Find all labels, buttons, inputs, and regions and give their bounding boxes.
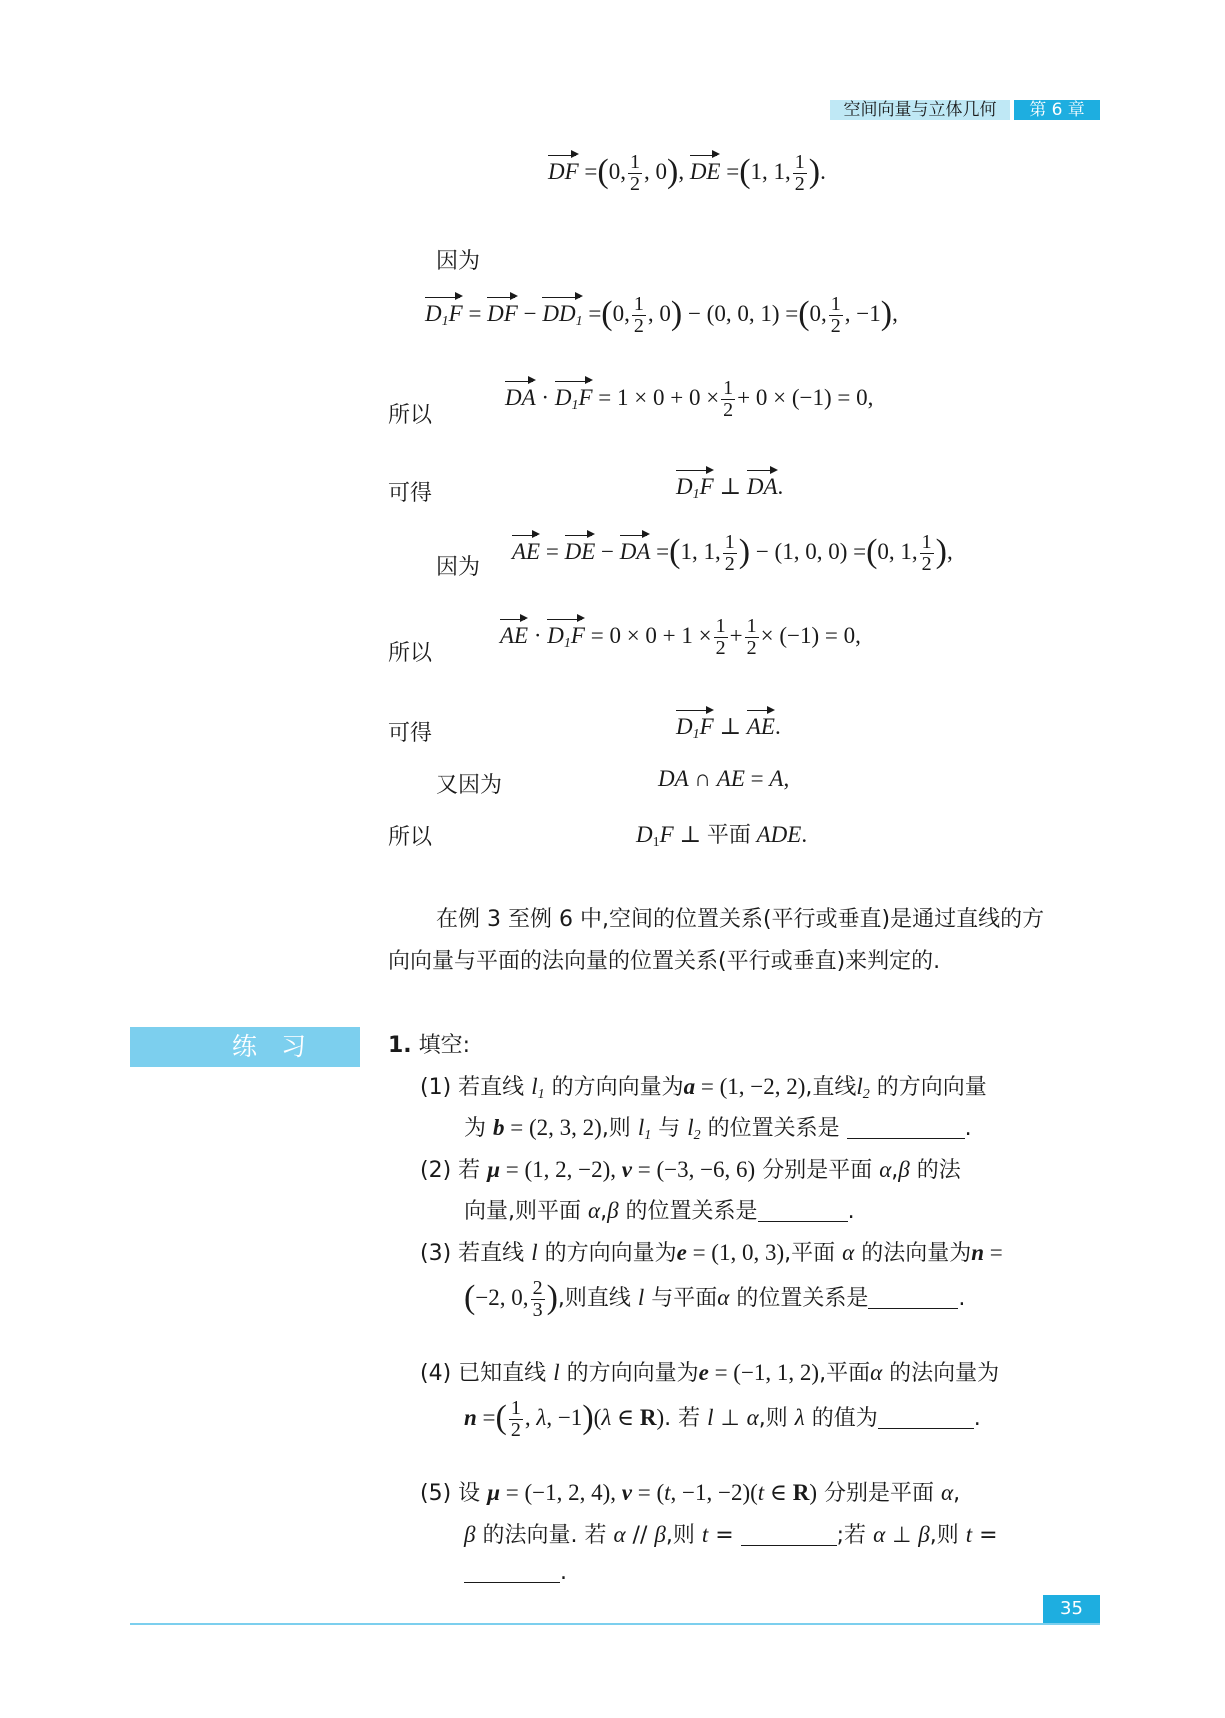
plane-word: 平面 xyxy=(706,823,751,848)
answer-blank-3[interactable] xyxy=(868,1286,958,1309)
answer-blank-2[interactable] xyxy=(758,1199,848,1222)
page-number: 35 xyxy=(1043,1595,1100,1623)
word-so-1: 所以 xyxy=(388,403,433,428)
chapter-title: 空间向量与立体几何 xyxy=(830,100,1010,120)
equation-ae: AE = DE − DA =(1, 1, $\frac{1}{2}$ ) − (1, 0, 0) =(0, 1, $\frac{1}{2}$ ), xyxy=(512,531,953,575)
equation-perp-da: $D_1F$ ⊥ DA. xyxy=(676,474,784,502)
question-1-text: 填空: xyxy=(418,1033,471,1058)
item-5-line-2: β 的法向量. 若 α // β,则 t = ;若 α ⊥ β,则 t = xyxy=(464,1522,998,1548)
question-number: 1. xyxy=(388,1033,412,1058)
word-so-2: 所以 xyxy=(388,641,433,666)
equation-d1f: $D_1F$ = DF − $DD_1 =(0$, $\frac{1}{2}$ , 0) − (0, 0, 1) =(0, $\frac{1}{2}$ , −1), xyxy=(425,293,898,337)
equation-ae-dot: AE · $D_1F = 0 \times 0 + 1$ × $\frac{1}{2}$ + $\frac{1}{2}$ × (−1) = 0, xyxy=(500,615,861,659)
item-3-line-2: (−2, 0, $\frac{2}{3}$ ),则直线 l 与平面α 的位置关系是 . xyxy=(464,1277,966,1321)
answer-blank-4[interactable] xyxy=(878,1406,974,1429)
equation-intersect: DA ∩ AE = A, xyxy=(658,766,790,791)
item-5-line-3: . xyxy=(464,1560,567,1585)
item-4-line-2: n =( $\frac{1}{2}$ , λ, −1)(λ ∈ R). 若 l ⊥ α,则 λ 的值为 . xyxy=(464,1397,981,1441)
equation-conclusion: $D_1F$ ⊥ 平面 ADE. xyxy=(636,822,808,850)
item-2-line-2: 向量,则平面 α,β 的位置关系是 . xyxy=(464,1198,855,1224)
word-because-2: 因为 xyxy=(436,555,481,580)
equation-df-de: DF =(0, $\frac{1}{2}$ , 0), DE =(1, 1, $\frac{1}{2}$ ). xyxy=(548,151,826,195)
footer-rule xyxy=(130,1623,1100,1625)
practice-label: 练习 xyxy=(130,1027,360,1067)
item-1-line-2: 为 b = (2, 3, 2),则 $l_1$ 与 $l_2$ 的位置关系是 . xyxy=(464,1115,972,1143)
equation-perp-ae: $D_1F$ ⊥ AE. xyxy=(676,714,781,742)
word-because: 因为 xyxy=(436,249,481,274)
answer-blank-1[interactable] xyxy=(847,1116,965,1139)
word-also-because: 又因为 xyxy=(436,773,503,798)
item-5-line-1: (5) 设 μ = (−1, 2, 4), v = (t, −1, −2)(t ∈ R) 分别是平面 α, xyxy=(420,1480,961,1506)
question-1-title xyxy=(388,1028,470,1059)
item-3-line-1: (3) 若直线 l 的方向向量为e = (1, 0, 3),平面 α 的法向量为n = xyxy=(420,1240,1003,1266)
summary-line-1: 在例 3 至例 6 中,空间的位置关系(平行或垂直)是通过直线的方 xyxy=(436,907,1045,932)
equation-da-dot: DA · $D_1F = 1 \times 0 + 0$ × $\frac{1}{2}$ + 0 × (−1) = 0, xyxy=(505,377,874,421)
answer-blank-5b[interactable] xyxy=(464,1560,560,1583)
item-4-line-1: (4) 已知直线 l 的方向向量为e = (−1, 1, 2),平面α 的法向量为 xyxy=(420,1360,1000,1386)
item-1-line-1: (1) 若直线 $l_1$ 的方向向量为a = (1, −2, 2),直线$l_2$ 的方向向量 xyxy=(420,1074,987,1102)
item-2-line-1: (2) 若 μ = (1, 2, −2), v = (−3, −6, 6) 分别是平面 α,β 的法 xyxy=(420,1157,961,1183)
word-obtain-1: 可得 xyxy=(388,481,433,506)
summary-line-2: 向向量与平面的法向量的位置关系(平行或垂直)来判定的. xyxy=(388,949,941,974)
chapter-number: 第 6 章 xyxy=(1014,100,1100,120)
word-so-3: 所以 xyxy=(388,825,433,850)
answer-blank-5a[interactable] xyxy=(741,1523,837,1546)
word-obtain-2: 可得 xyxy=(388,721,433,746)
